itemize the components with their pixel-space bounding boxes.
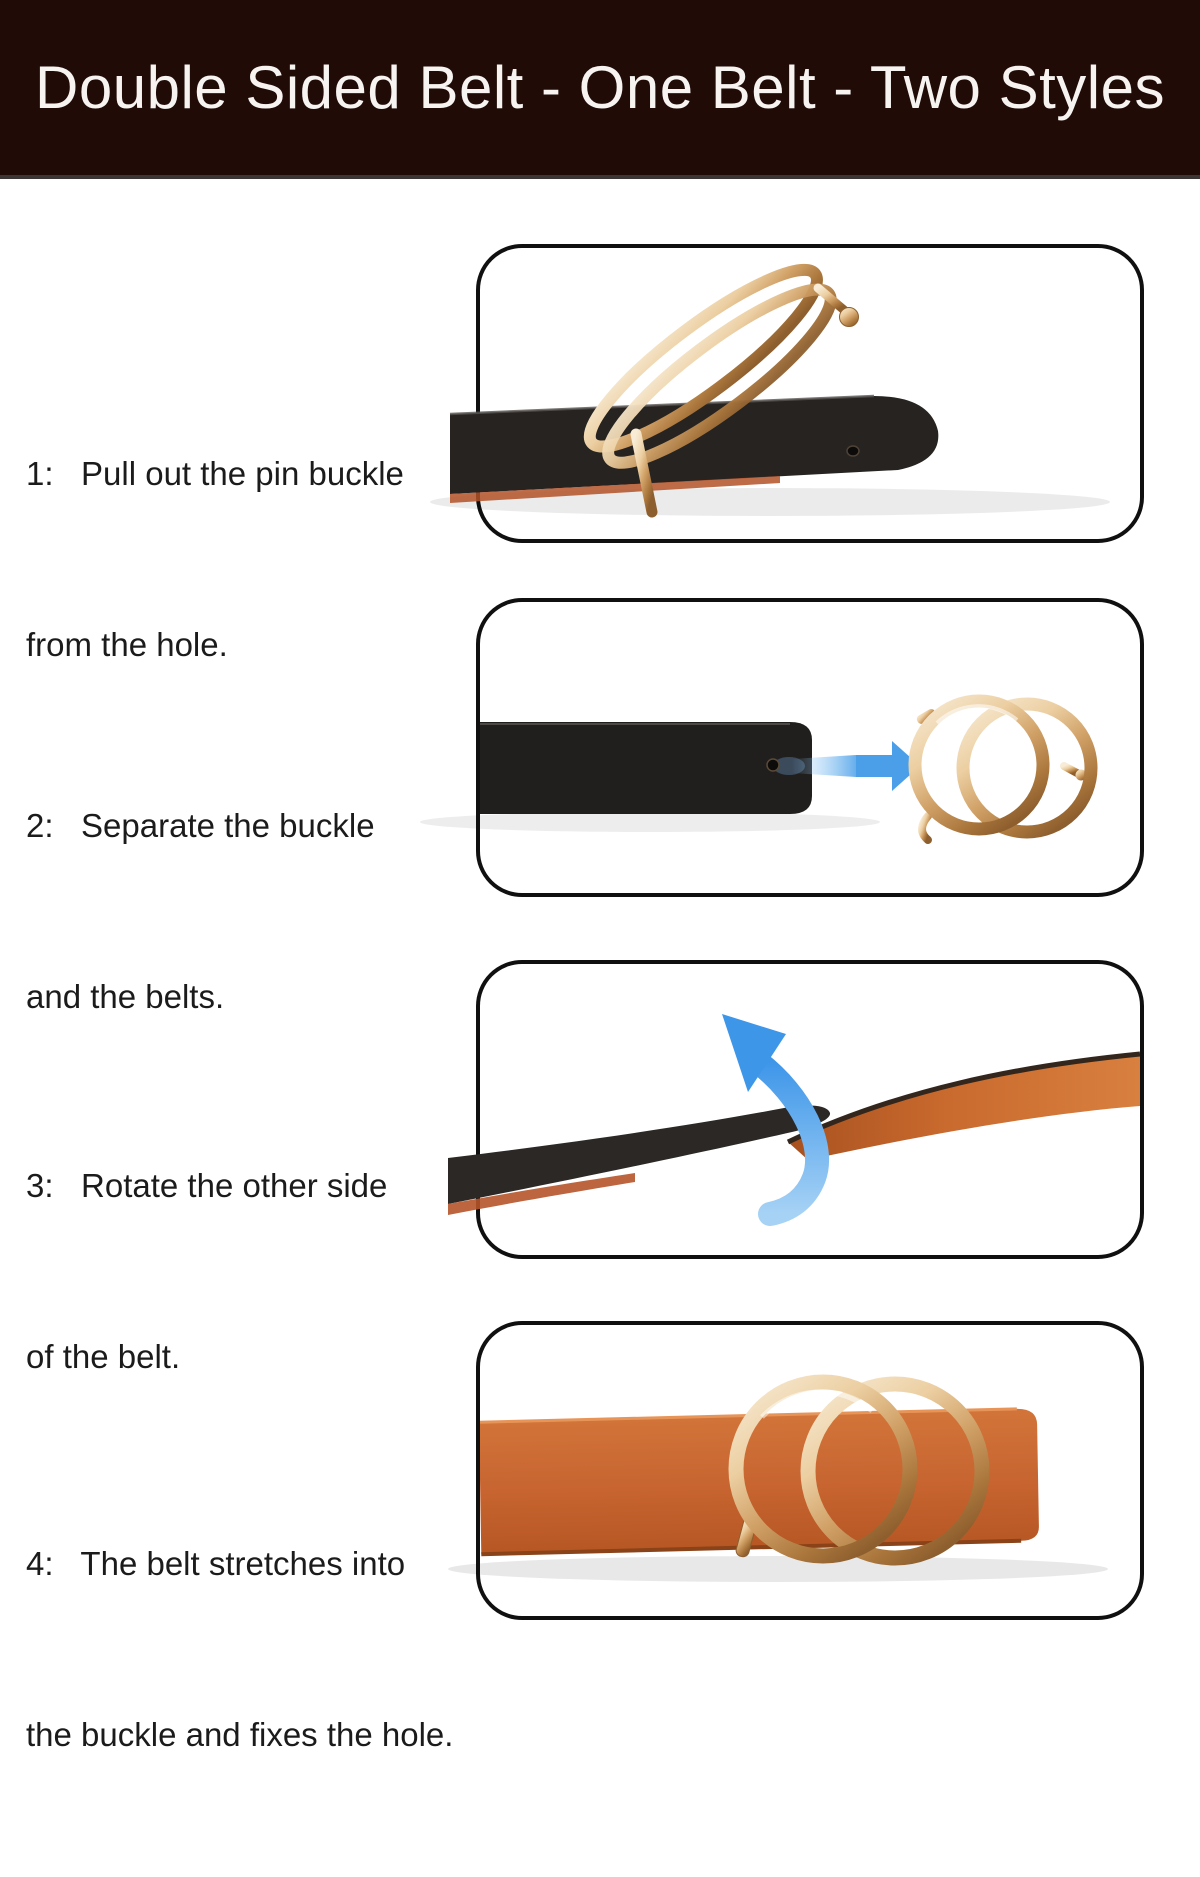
step-caption-line: and the belts. [26, 978, 225, 1015]
belt-hole [847, 446, 859, 456]
pin-ball-tip [840, 308, 859, 327]
header-banner [0, 0, 1200, 179]
belt-hole [767, 759, 779, 771]
buckle-pin-stub [1064, 766, 1077, 773]
step-caption-line: from the hole. [26, 626, 228, 663]
step-2-photo-panel [440, 594, 1150, 901]
step-3-photo-panel [440, 956, 1150, 1263]
step-caption-line: the buckle and fixes the hole. [26, 1716, 454, 1753]
separated-strap-and-buckle-photo [420, 701, 1091, 840]
black-belt-strap [478, 722, 812, 814]
step-caption-line: 1: Pull out the pin buckle [26, 455, 404, 492]
step-4-photo-panel [440, 1317, 1150, 1624]
step-caption-line: 2: Separate the buckle [26, 807, 375, 844]
buckle-nub-bottom [922, 816, 928, 840]
step-4-caption [26, 1421, 496, 1877]
strap-shadow [420, 812, 880, 832]
step-caption-line: 3: Rotate the other side [26, 1167, 388, 1204]
step-caption-line: of the belt. [26, 1338, 181, 1375]
orange-belt-with-buckle-photo [448, 1382, 1108, 1582]
step-1-photo-panel [440, 240, 1150, 547]
belt-shadow [448, 1556, 1108, 1582]
page-title: Double Sided Belt - One Belt - Two Styles [35, 54, 1165, 121]
step-caption-line: 4: The belt stretches into [26, 1545, 406, 1582]
double-ring-buckle-icon [915, 701, 1091, 840]
